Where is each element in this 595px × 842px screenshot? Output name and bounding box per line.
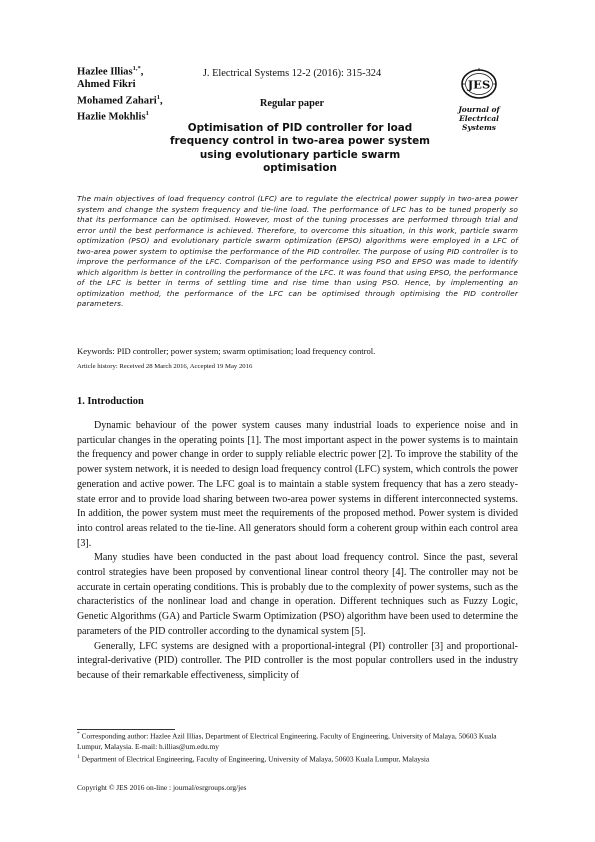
logo-line: Electrical [459,114,499,123]
footnotes [77,729,518,765]
body-text [77,419,518,684]
keywords: Keywords: PID controller; power system; swarm optimisation; load frequency control. [77,346,376,356]
author-name: Hazlie Mokhlis$^1$ [77,109,149,123]
logo-acronym: JES [467,77,491,92]
abstract: The main objectives of load frequency control (LFC) are to regulate the electrical power supply in two-area power system and change the system frequency and tie-line load. The performance of LFC has to be tuned properly so that its performance can be optimised. However, most of the tuning processes are performed through trial and error until the best performance is achieved. Therefore, to overcome this situation, in this work, particle swarm optimization (PSO) and evolutionary particle swarm optimization (EPSO) algorithms were employed in a LFC of two-area power system to optimise the performance of the PID controller. The purpose of using PID controller is to improve the performance of the LFC. Comparison of the performance using PSO and EPSO was made to identify which algorithm is better in controlling the performance of the LFC. It was found that using EPSO, the performance of the LFC is better in terms of settling time and rise time than using PSO. Hence, by implementing an optimization method, the performance of the LFC can be optimised through optimising the PID controller parameters. [77,194,518,309]
author-name: Ahmed Fikri [77,79,136,91]
paper-type: Regular paper [259,98,325,109]
paragraph: Many studies have been conducted in the past about load frequency control. Since the past, several control strategies have been proposed by conventional linear control theory [4]. The controller may not be accurate in certain operating conditions. This is probably due to the complexity of power systems, such as the characteristics of the nonlinear load and change in operation. Different techniques such as Fuzzy Logic, Genetic Algorithms (GA) and Particle Swarm Optimization (PSO) algorithm have been used to determine the parameters of the PID controller according to the dynamical system [5]. [77,552,518,637]
section-heading: 1. Introduction [77,396,144,407]
footnote: * Corresponding author: Hazlee Azil Illias, Department of Electrical Engineering, Faculty of Engineering, University of Malaya, 50603 Kuala Lumpur, Malaysia. E-mail: h.illias@um.edu.my [77,731,497,751]
logo-line: Journal of [458,105,500,114]
jes-logo-icon [451,66,507,138]
paragraph: Generally, LFC systems are designed with a proportional-integral (PI) controller [3] and proportional-integral-derivative (PID) controller. The PID controller is the most popular controllers used in the industry because of their remarkable effectiveness, simplicity of [77,640,518,681]
logo-line: Systems [462,123,496,132]
author-list [77,63,181,124]
paragraph: Dynamic behaviour of the power system causes many industrial loads to experience noise and in particular changes in the operating points [1]. The most important aspect in the power systems is to maintain the frequency and power change in order to supply reliable electric power [2]. To improve the stability of the power system network, it is needed to design load frequency control (LFC) system, which controls the power generation and active power. The LFC goal is to maintain a stable system frequency that has a zero steady-state error and to provide load sharing between two-area power systems in different interconnected systems. In addition, the power system must meet the requirements of the proposed method. Power system is divided into control areas related to the tie-line. All generators should form a coherent group within each control area [3]. [77,420,518,549]
article-history: Article history: Received 28 March 2016, Accepted 19 May 2016 [77,363,253,370]
footnote: $^1$ Department of Electrical Engineering, Faculty of Engineering, University of Malaya, 50603 Kuala Lumpur, Malaysia [77,754,430,764]
copyright: Copyright © JES 2016 on-line : journal/esrgroups.org/jes [77,783,247,792]
author-name: Mohamed Zahari$^1$, [77,93,163,107]
paper-title: Optimisation of PID controller for load frequency control in two-area power system using evolutionary particle swarm optimisation [170,122,430,174]
author-name: Hazlee Illias$^{1,*}$, [77,65,144,78]
journal-reference: J. Electrical Systems 12-2 (2016): 315-324 [202,68,382,79]
